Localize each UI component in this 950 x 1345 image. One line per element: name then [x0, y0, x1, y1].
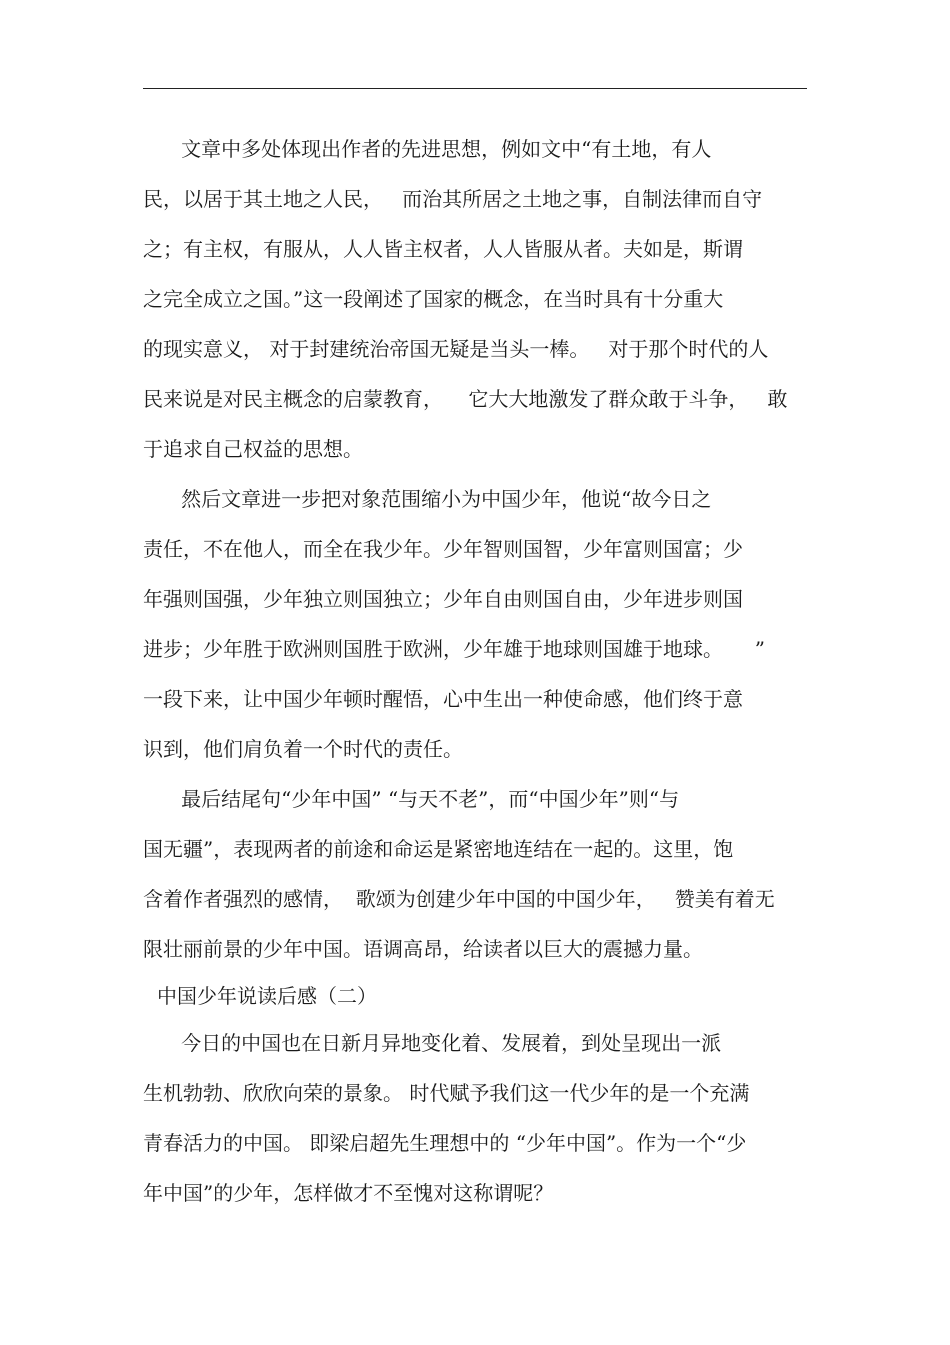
paragraph-line: 含着作者强烈的感情， 歌颂为创建少年中国的中国少年， 赞美有着无 [143, 887, 775, 911]
paragraph-line: 一段下来，让中国少年顿时醒悟，心中生出一种使命感，他们终于意 [143, 687, 743, 711]
paragraph-line: 之；有主权，有服从，人人皆主权者，人人皆服从者。夫如是，斯谓 [143, 237, 743, 261]
paragraph-line: 青春活力的中国。 即梁启超先生理想中的 “少年中国”。作为一个“少 [143, 1131, 747, 1155]
document-page [143, 124, 807, 1218]
paragraph-2 [143, 474, 807, 774]
section-heading: 中国少年说读后感（二） [157, 984, 377, 1008]
paragraph-line: 文章中多处体现出作者的先进思想，例如文中“有土地，有人 [143, 137, 712, 161]
paragraph-line: 民来说是对民主概念的启蒙教育， 它大大地激发了群众敢于斗争， 敢 [143, 387, 788, 411]
paragraph-line: 责任，不在他人，而全在我少年。少年智则国智，少年富则国富；少 [143, 537, 743, 561]
paragraph-line: 之完全成立之国。”这一段阐述了国家的概念，在当时具有十分重大 [143, 287, 724, 311]
paragraph-line: 的现实意义， 对于封建统治帝国无疑是当头一棒。 对于那个时代的人 [143, 337, 769, 361]
paragraph-line: 年强则国强，少年独立则国独立；少年自由则国自由，少年进步则国 [143, 587, 743, 611]
paragraph-line: 生机勃勃、欣欣向荣的景象。 时代赋予我们这一代少年的是一个充满 [143, 1081, 750, 1105]
paragraph-line: 然后文章进一步把对象范围缩小为中国少年，他说“故今日之 [143, 487, 712, 511]
paragraph-line: 最后结尾句“少年中国” “与天不老”，而“中国少年”则“与 [143, 787, 680, 811]
paragraph-line: 于追求自己权益的思想。 [143, 437, 363, 461]
paragraph-line: 进步；少年胜于欧洲则国胜于欧洲，少年雄于地球则国雄于地球。 ” [143, 637, 766, 661]
paragraph-1 [143, 124, 807, 474]
paragraph-line: 识到，他们肩负着一个时代的责任。 [143, 737, 463, 761]
paragraph-4 [143, 1018, 807, 1218]
header-rule [143, 88, 807, 89]
paragraph-3 [143, 774, 807, 974]
paragraph-line: 今日的中国也在日新月异地变化着、发展着，到处呈现出一派 [143, 1031, 722, 1055]
paragraph-line: 限壮丽前景的少年中国。语调高昂，给读者以巨大的震撼力量。 [143, 937, 703, 961]
paragraph-line: 民，以居于其土地之人民， 而治其所居之土地之事，自制法律而自守 [143, 187, 763, 211]
paragraph-line: 国无疆”，表现两者的前途和命运是紧密地连结在一起的。这里，饱 [143, 837, 734, 861]
paragraph-line: 年中国”的少年，怎样做才不至愧对这称谓呢？ [143, 1181, 554, 1205]
